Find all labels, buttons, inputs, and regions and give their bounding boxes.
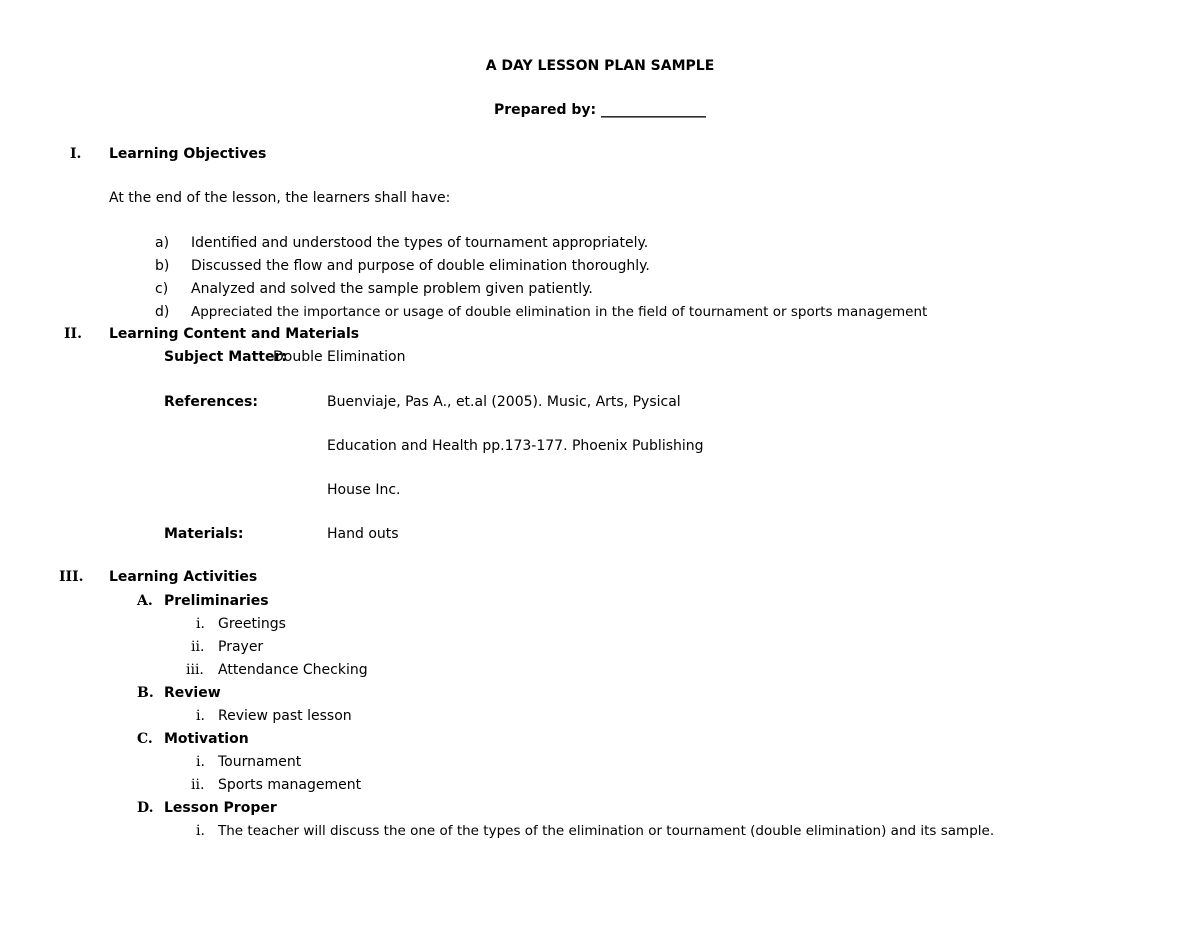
objectives-intro: At the end of the lesson, the learners shall have: xyxy=(109,190,451,206)
list-marker: iii. xyxy=(186,662,204,678)
prepared-by: Prepared by: _______________ xyxy=(493,102,707,118)
objective-item: Appreciated the importance or usage of double elimination in the field of tournament or sports management xyxy=(191,304,928,320)
reference-line: Buenviaje, Pas A., et.al (2005). Music, Arts, Pysical xyxy=(327,394,681,410)
subject-matter-label: Subject Matter: xyxy=(164,349,287,365)
section-numeral: III. xyxy=(59,569,84,585)
materials-label: Materials: xyxy=(164,526,244,542)
reference-line: House Inc. xyxy=(327,482,401,498)
list-marker: i. xyxy=(196,754,205,770)
section-heading: Learning Activities xyxy=(109,569,258,585)
part-letter: B. xyxy=(137,685,154,701)
list-marker: b) xyxy=(155,258,170,274)
objective-item: Analyzed and solved the sample problem given patiently. xyxy=(191,281,593,297)
list-item: Review past lesson xyxy=(218,708,352,724)
part-heading: Motivation xyxy=(164,731,249,747)
section-heading: Learning Content and Materials xyxy=(109,326,360,342)
section-numeral: I. xyxy=(70,146,82,162)
reference-line: Education and Health pp.173-177. Phoenix Publishing xyxy=(327,438,704,454)
list-marker: i. xyxy=(196,823,205,839)
list-marker: ii. xyxy=(191,639,205,655)
materials-value: Hand outs xyxy=(327,526,399,542)
part-letter: A. xyxy=(137,593,153,609)
part-heading: Preliminaries xyxy=(164,593,269,609)
references-label: References: xyxy=(164,394,258,410)
section-heading: Learning Objectives xyxy=(109,146,267,162)
part-letter: D. xyxy=(137,800,154,816)
part-heading: Lesson Proper xyxy=(164,800,277,816)
objective-item: Discussed the flow and purpose of double elimination thoroughly. xyxy=(191,258,650,274)
list-marker: a) xyxy=(155,235,170,251)
list-marker: c) xyxy=(155,281,169,297)
list-marker: i. xyxy=(196,616,205,632)
section-numeral: II. xyxy=(64,326,82,342)
list-item: Attendance Checking xyxy=(218,662,368,678)
list-item: Prayer xyxy=(218,639,264,655)
list-marker: i. xyxy=(196,708,205,724)
document-title: A DAY LESSON PLAN SAMPLE xyxy=(485,58,715,74)
objective-item: Identified and understood the types of tournament appropriately. xyxy=(191,235,649,251)
list-item: Greetings xyxy=(218,616,286,632)
list-marker: ii. xyxy=(191,777,205,793)
list-item: Tournament xyxy=(218,754,302,770)
part-letter: C. xyxy=(137,731,153,747)
list-item: Sports management xyxy=(218,777,362,793)
list-item: The teacher will discuss the one of the types of the elimination or tournament (double elimination) and its sample. xyxy=(218,823,995,839)
part-heading: Review xyxy=(164,685,221,701)
subject-matter-value: Double Elimination xyxy=(273,349,406,365)
list-marker: d) xyxy=(155,304,170,320)
